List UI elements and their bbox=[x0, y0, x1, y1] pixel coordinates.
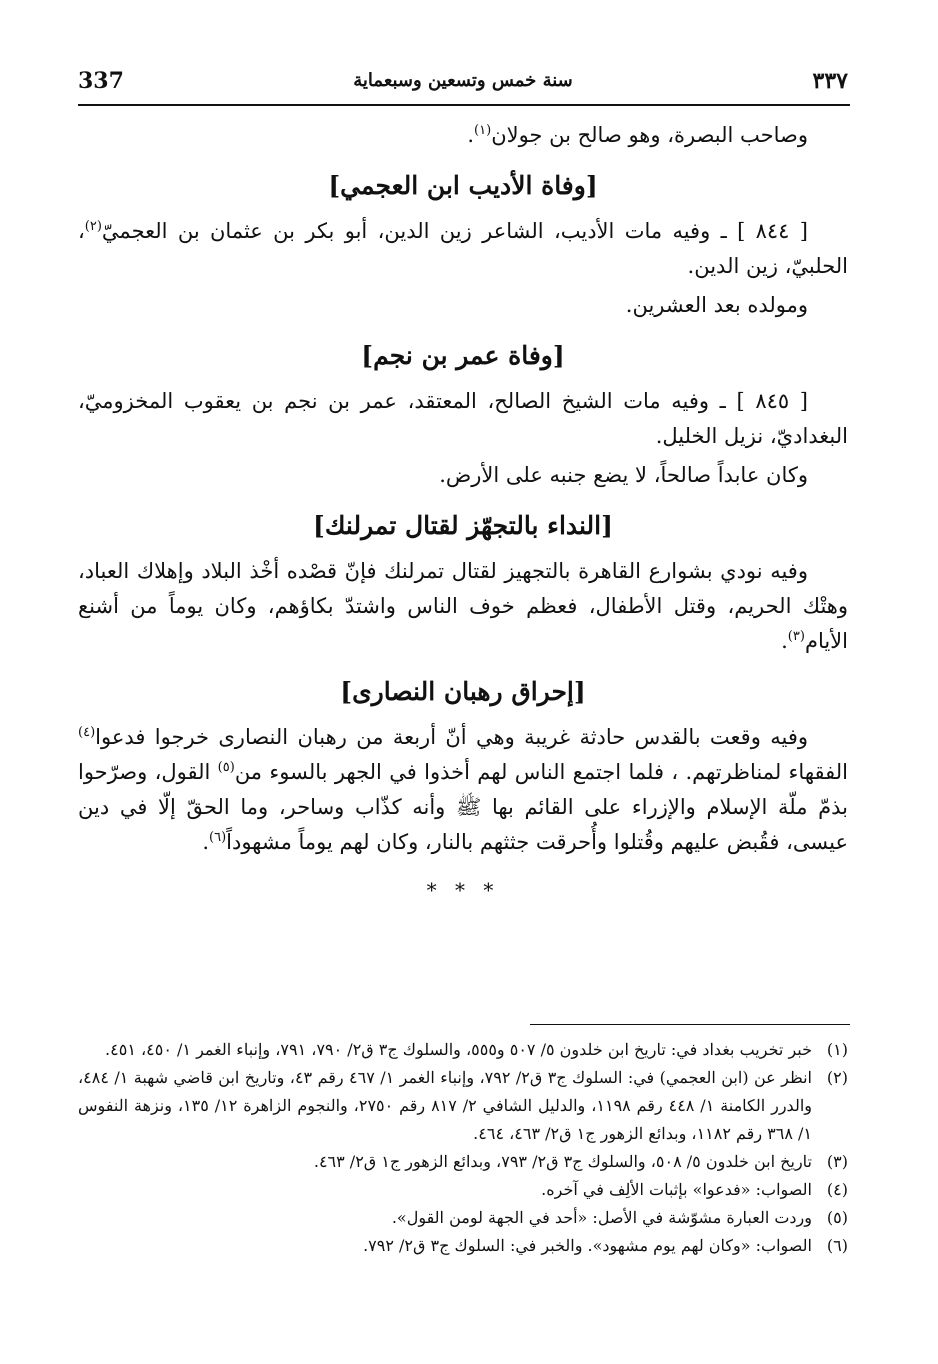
entry-845: [ ٨٤٥ ] ـ وفيه مات الشيخ الصالح، المعتقد، عمر بن نجم بن يعقوب المخزوميّ، البغداديّ، نزيل الخليل. bbox=[78, 389, 848, 448]
monks-text-a: وفيه وقعت بالقدس حادثة غريبة وهي أنّ أربعة من رهبان النصارى خرجوا فدعوا bbox=[95, 725, 808, 749]
footnote-number: (٤) bbox=[826, 1180, 848, 1199]
section-title-umar-ibn-najm: [وفاة عمر بن نجم] bbox=[361, 341, 565, 370]
footnote-number: (٦) bbox=[826, 1236, 848, 1255]
footnote-ref-3[interactable]: (٣) bbox=[787, 629, 805, 644]
footnotes bbox=[78, 1036, 848, 1260]
page-number-latin: 337 bbox=[78, 68, 124, 94]
intro-paragraph bbox=[78, 118, 848, 153]
running-header bbox=[78, 64, 848, 104]
running-title: سنة خمس وتسعين وسبعماية bbox=[353, 70, 573, 91]
entry-844-birth: ومولده بعد العشرين. bbox=[625, 293, 808, 317]
footnote-5 bbox=[78, 1204, 848, 1232]
intro-end: . bbox=[467, 123, 475, 147]
footnote-ref-2[interactable]: (٢) bbox=[84, 219, 102, 234]
page-number-arabic: ٣٣٧ bbox=[812, 68, 848, 94]
main-text bbox=[78, 118, 848, 902]
footnote-number: (٥) bbox=[826, 1208, 848, 1227]
footnote-text: وردت العبارة مشوّشة في الأصل: «أحد في الجهة لومن القول». bbox=[391, 1208, 812, 1227]
tamerlane-end: . bbox=[781, 629, 788, 653]
section-separator: * * * bbox=[426, 878, 500, 902]
tamerlane-paragraph bbox=[78, 554, 848, 659]
footnote-1 bbox=[78, 1036, 848, 1064]
monks-text-c: القول، وصرّحوا بذمّ ملّة الإسلام والإزراء على القائم بها ﷺ وأنه كذّاب وساحر، وما الحقّ إلّا في دين عيسى، فقُبض عليهم وقُتلوا وأُحرقت جثثهم بالنار، وكان لهم يوماً مشهوداً bbox=[78, 760, 848, 854]
footnote-2 bbox=[78, 1064, 848, 1148]
footnote-4 bbox=[78, 1176, 848, 1204]
footnote-number: (١) bbox=[826, 1040, 848, 1059]
section-title-ibn-al-ajami: [وفاة الأديب ابن العجمي] bbox=[328, 171, 598, 200]
monks-text-b: الفقهاء لمناظرتهم. ، فلما اجتمع الناس لهم أخذوا في الجهر بالسوء من bbox=[234, 760, 848, 784]
footnote-ref-5[interactable]: (٥) bbox=[217, 760, 235, 775]
footnote-ref-6[interactable]: (٦) bbox=[209, 830, 227, 845]
entry-844-text-b: ، الحلبيّ، زين الدين. bbox=[78, 219, 848, 278]
footnote-text: تاريخ ابن خلدون ٥/ ٥٠٨، والسلوك ج٣ ق٢/ ٧٩٣، وبدائع الزهور ج١ ق٢/ ٤٦٣. bbox=[313, 1152, 812, 1171]
monks-paragraph bbox=[78, 720, 848, 860]
header-rule bbox=[78, 104, 850, 106]
footnote-text: الصواب: «فدعوا» بإثبات الألِف في آخره. bbox=[541, 1180, 812, 1199]
footnote-number: (٣) bbox=[826, 1152, 848, 1171]
footnote-number: (٢) bbox=[826, 1068, 848, 1087]
footnote-3 bbox=[78, 1148, 848, 1176]
section-title-tamerlane-call: [النداء بالتجهّز لقتال تمرلنك] bbox=[313, 511, 613, 540]
intro-text: وصاحب البصرة، وهو صالح بن جولان bbox=[491, 123, 808, 147]
footnote-rule bbox=[530, 1024, 850, 1025]
footnote-text: الصواب: «وكان لهم يوم مشهود». والخبر في: السلوك ج٣ ق٢/ ٧٩٢. bbox=[363, 1236, 812, 1255]
footnote-ref-1[interactable]: (١) bbox=[474, 123, 492, 138]
tamerlane-text: وفيه نودي بشوارع القاهرة بالتجهيز لقتال تمرلنك فإنّ قصْده أخْذ البلاد وإهلاك العباد، وهتْك الحريم، وقتل الأطفال، فعظم خوف الناس واشتدّ بكاؤهم، وكان يوماً من أشنع الأيام bbox=[78, 559, 848, 653]
footnote-6 bbox=[78, 1232, 848, 1260]
section-title-monks-burning: [إحراق رهبان النصارى] bbox=[340, 677, 586, 706]
entry-844-text-a: [ ٨٤٤ ] ـ وفيه مات الأديب، الشاعر زين الدين، أبو بكر بن عثمان بن العجميّ bbox=[101, 219, 808, 243]
footnote-text: خبر تخريب بغداد في: تاريخ ابن خلدون ٥/ ٥٠٧ و٥٥٥، والسلوك ج٣ ق٢/ ٧٩٠، ٧٩١، وإنباء الغمر ١/ ٤٥٠، ٤٥١. bbox=[105, 1040, 812, 1059]
footnote-text: انظر عن (ابن العجمي) في: السلوك ج٣ ق٢/ ٧٩٢، وإنباء الغمر ١/ ٤٦٧ رقم ٤٣، وتاريخ ابن قاضي شهبة ١/ ٤٨٤، والدرر الكامنة ١/ ٤٤٨ رقم ١١٩٨، والدليل الشافي ٢/ ٨١٧ رقم ٢٧٥٠، والنجوم الزاهرة ١٢/ ١٣٥، ونزهة النفوس ١/ ٣٦٨ رقم ١١٨٢، وبدائع الزهور ج١ ق٢/ ٤٦٣، ٤٦٤. bbox=[78, 1068, 813, 1143]
entry-845-description: وكان عابداً صالحاً، لا يضع جنبه على الأرض. bbox=[439, 463, 808, 487]
footnote-ref-4[interactable]: (٤) bbox=[78, 725, 96, 740]
entry-844 bbox=[78, 214, 848, 284]
monks-end: . bbox=[202, 830, 209, 854]
